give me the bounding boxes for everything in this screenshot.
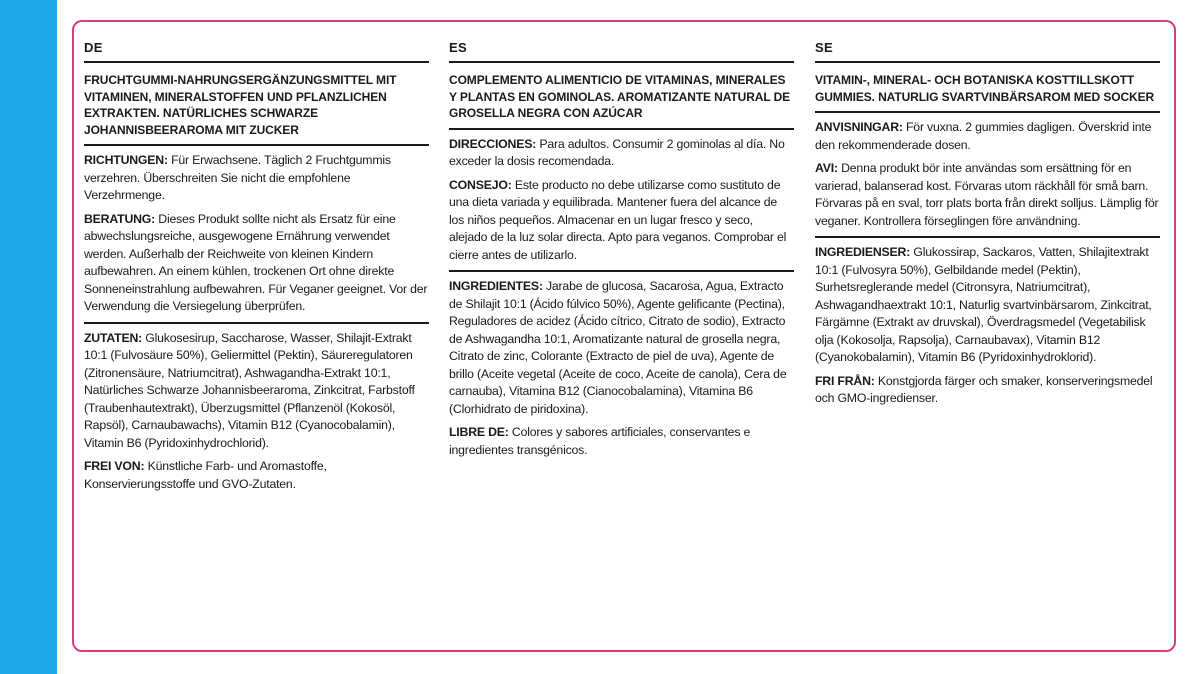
language-code: ES	[449, 40, 794, 63]
advice-text: Este producto no debe utilizarse como sustituto de una dieta variada y equilibrada. Mantener fuera del alcance de los niños pequeños. Almacenar en un lugar fresco y seco, alejado de la luz solar directa. Apto para veganos. Comprobar el cierre antes de utilizarlo.	[449, 177, 787, 262]
free-from-text: Colores y sabores artificiales, conservantes e ingredientes transgénicos.	[449, 425, 751, 457]
advice-label: CONSEJO:	[449, 177, 512, 192]
ingredients-text: Glukossirap, Sackaros, Vatten, Shilajitextrakt 10:1 (Fulvosyra 50%), Gelbildande medel (Pektin), Surhetsreglerande medel (Citronsyra, Natriumcitrat), Ashwagandhaextrakt 10:1, Naturlig svartvinbärsarom, Zinkcitrat, Färgämne (Extrakt av druvskal), Överdragsmedel (Vegetabilisk olja (Kokosolja, Rapsolja), Carnaubavax), Vitamin B12 (Cyanokobalamin), Vitamin B6 (Pyridoxinhydroklorid).	[815, 245, 1152, 364]
product-title: VITAMIN-, MINERAL- OCH BOTANISKA KOSTTILLSKOTT GUMMIES. NATURLIG SVARTVINBÄRSAROM MED SOCKER	[815, 72, 1160, 113]
directions-label: ANVISNINGAR:	[815, 120, 903, 134]
directions-label: RICHTUNGEN:	[84, 153, 168, 167]
advice-text: Denna produkt bör inte användas som ersättning för en varierad, balanserad kost. Förvaras utom räckhåll för små barn. Förvaras på en sval, torr plats borta från direkt solljus. Lämplig för veganer. Kontrollera förseglingen före användning.	[815, 161, 1159, 228]
free-from-label: FRI FRÅN:	[815, 373, 875, 388]
advice-text: Dieses Produkt sollte nicht als Ersatz für eine abwechslungsreiche, ausgewogene Ernährung verwendet werden. Außerhalb der Reichweite von kleinen Kindern aufbewahren. An einem kühlen, trockenen Ort ohne direkte Sonneneinstrahlung aufbewahren. Für Veganer geeignet. Vor der Verwendung die Versiegelung überprüfen.	[84, 211, 428, 313]
ingredients-label: INGREDIENTES:	[449, 279, 543, 293]
ingredients-text: Jarabe de glucosa, Sacarosa, Agua, Extracto de Shilajit 10:1 (Ácido fúlvico 50%), Agente gelificante (Pectina), Reguladores de acidez (Ácido cítrico, Citrato de sodio), Extracto de Ashwagandha 10:1, Aromatizante natural de grosella negra, Citrato de zinc, Colorante (Extracto de piel de uva), Agente de brillo (Aceite vegetal (Aceite de coco, Aceite de canola), Cera de carnauba), Vitamina B12 (Cianocobalamina), Vitamina B6 (Clorhidrato de piridoxina).	[449, 279, 787, 416]
free-from-label: LIBRE DE:	[449, 425, 509, 439]
advice-label: BERATUNG:	[84, 211, 156, 226]
directions-label: DIRECCIONES:	[449, 136, 537, 151]
directions-section	[815, 119, 1160, 154]
ingredients-section	[815, 244, 1160, 367]
free-from-section	[84, 458, 429, 493]
ingredients-text: Glukosesirup, Saccharose, Wasser, Shilajit-Extrakt 10:1 (Fulvosäure 50%), Geliermittel (Pektin), Säureregulatoren (Zitronensäure, Natriumcitrat), Ashwagandha-Extrakt 10:1, Natürliches Schwarze Johannisbeeraroma, Zinkcitrat, Farbstoff (Traubenhautextrakt), Überzugsmittel (Pflanzenöl (Kokosöl, Rapsöl), Carnaubawachs), Vitamin B12 (Cyanocobalamin), Vitamin B6 (Pyridoxinhydrochlorid).	[84, 330, 415, 450]
directions-text: Para adultos. Consumir 2 gominolas al día. No exceder la dosis recomendada.	[449, 136, 785, 168]
product-title: FRUCHTGUMMI-NAHRUNGSERGÄNZUNGSMITTEL MIT VITAMINEN, MINERALSTOFFEN UND PFLANZLICHEN EXTRAKTEN. NATÜRLICHES SCHWARZE JOHANNISBEERAROMA MIT ZUCKER	[84, 72, 429, 146]
advice-label: AVI:	[815, 161, 838, 175]
directions-text: Für Erwachsene. Täglich 2 Fruchtgummis verzehren. Überschreiten Sie nicht die empfohlene Verzehrmenge.	[84, 153, 391, 202]
left-accent-bar	[0, 0, 57, 674]
directions-text: För vuxna. 2 gummies dagligen. Överskrid inte den rekommenderade dosen.	[815, 120, 1152, 152]
free-from-text: Künstliche Farb- und Aromastoffe, Konservierungsstoffe und GVO-Zutaten.	[84, 459, 327, 491]
ingredients-section	[84, 330, 429, 453]
free-from-section	[449, 424, 794, 459]
directions-section	[449, 136, 794, 171]
advice-section	[815, 160, 1160, 238]
ingredients-section	[449, 278, 794, 418]
advice-section	[84, 211, 429, 324]
free-from-section	[815, 373, 1160, 408]
advice-section	[449, 177, 794, 273]
language-code: DE	[84, 40, 429, 63]
language-code: SE	[815, 40, 1160, 63]
product-title: COMPLEMENTO ALIMENTICIO DE VITAMINAS, MINERALES Y PLANTAS EN GOMINOLAS. AROMATIZANTE NATURAL DE GROSELLA NEGRA CON AZÚCAR	[449, 72, 794, 130]
column-de	[84, 40, 429, 493]
free-from-label: FREI VON:	[84, 459, 145, 473]
column-se	[815, 40, 1160, 408]
column-es	[449, 40, 794, 459]
ingredients-label: INGREDIENSER:	[815, 245, 911, 259]
ingredients-label: ZUTATEN:	[84, 330, 143, 345]
directions-section	[84, 152, 429, 205]
free-from-text: Konstgjorda färger och smaker, konserveringsmedel och GMO-ingredienser.	[815, 373, 1153, 405]
